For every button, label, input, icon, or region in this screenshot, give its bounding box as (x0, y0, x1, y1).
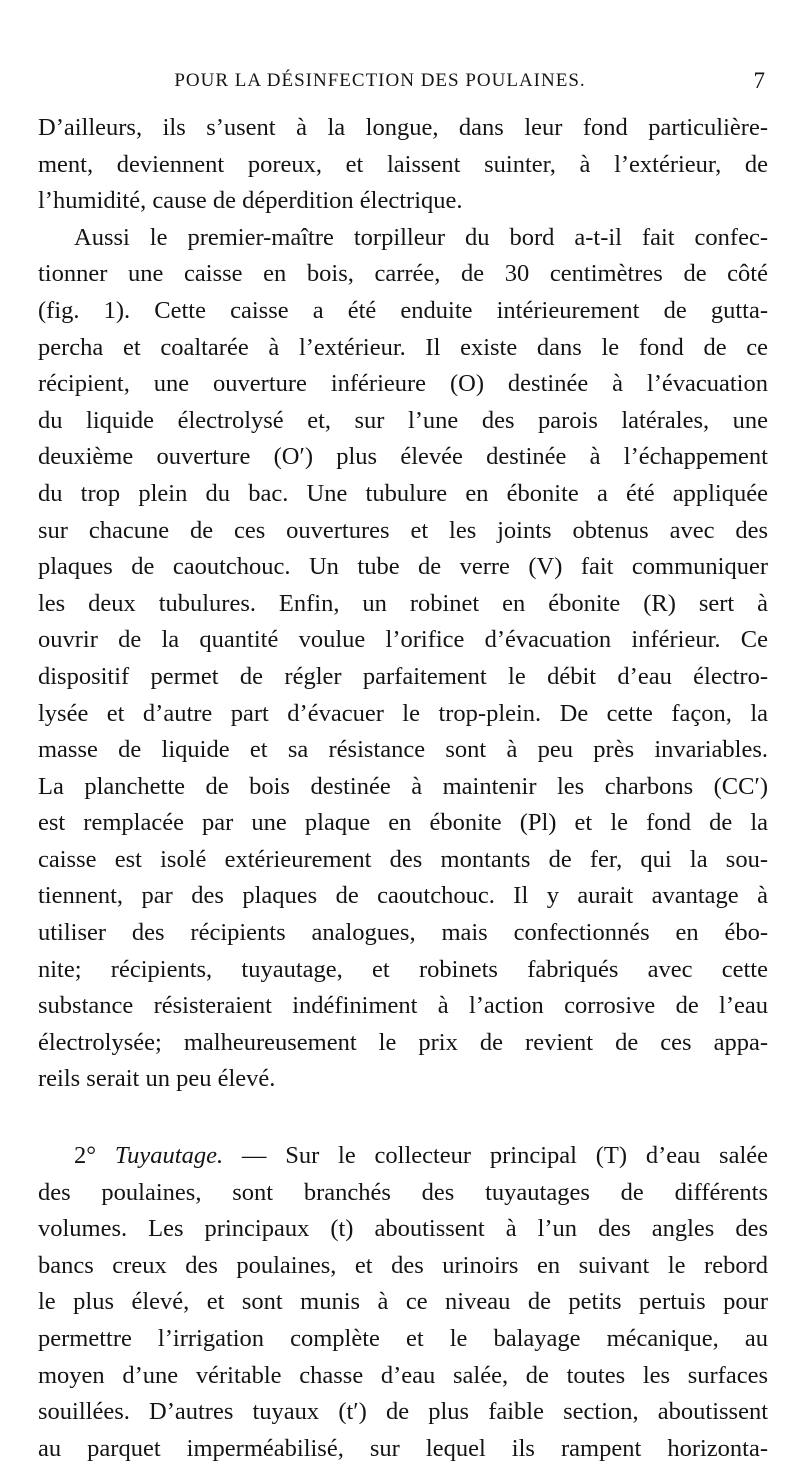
text-line: souillées. D’autres tuyaux (t′) de plus faible section, aboutissent (38, 1398, 768, 1426)
body-text (38, 110, 768, 1467)
section-first-line-text: — Sur le collecteur principal (T) d’eau salée (241, 1142, 768, 1170)
text-line: tiennent, par des plaques de caoutchouc. Il y aurait avantage à (38, 882, 768, 910)
text-line: (fig. 1). Cette caisse a été enduite intérieurement de gutta- (38, 296, 768, 324)
page-header (40, 70, 765, 100)
text-line: sur chacune de ces ouvertures et les joints obtenus avec des (38, 516, 768, 544)
text-line: du trop plein du bac. Une tubulure en ébonite a été appliquée (38, 479, 768, 507)
section-title: Tuyautage. (114, 1142, 224, 1170)
text-line: récipient, une ouverture inférieure (O) destinée à l’évacuation (38, 370, 768, 398)
page-number: 7 (753, 68, 765, 93)
text-line: permettre l’irrigation complète et le balayage mécanique, au (38, 1325, 768, 1352)
text-line: Aussi le premier-maître torpilleur du bord a-t-il fait confec- (74, 223, 768, 251)
text-line: ment, deviennent poreux, et laissent suinter, à l’extérieur, de (38, 150, 768, 178)
text-line: reils serait un peu élevé. (38, 1065, 276, 1093)
text-line: au parquet imperméabilisé, sur lequel ils rampent horizonta- (38, 1434, 768, 1462)
text-line: bancs creux des poulaines, et des urinoirs en suivant le rebord (38, 1251, 768, 1279)
text-line: deuxième ouverture (O′) plus élevée destinée à l’échappement (38, 443, 768, 471)
text-line: du liquide électrolysé et, sur l’une des parois latérales, une (38, 406, 768, 434)
paragraph-1 (38, 110, 768, 220)
text-line: plaques de caoutchouc. Un tube de verre (V) fait communiquer (38, 553, 768, 581)
text-line: dispositif permet de régler parfaitement le débit d’eau électro- (38, 662, 768, 690)
text-line: percha et coaltarée à l’extérieur. Il existe dans le fond de ce (38, 333, 768, 361)
text-line: utiliser des récipients analogues, mais confectionnés en ébo- (38, 919, 768, 947)
section-number: 2° (74, 1142, 97, 1170)
text-line: nite; récipients, tuyautage, et robinets fabriqués avec cette (38, 955, 768, 983)
text-line: moyen d’une véritable chasse d’eau salée, de toutes les surfaces (38, 1361, 768, 1389)
section-spacer (38, 1098, 768, 1138)
text-line: volumes. Les principaux (t) aboutissent à l’un des angles des (38, 1215, 768, 1243)
section-2 (38, 1138, 768, 1467)
text-line: l’humidité, cause de déperdition électrique. (38, 187, 463, 215)
text-line: est remplacée par une plaque en ébonite (Pl) et le fond de la (38, 809, 768, 837)
paragraph-2 (38, 220, 768, 1098)
text-line: lysée et d’autre part d’évacuer le trop-plein. De cette façon, la (38, 699, 768, 727)
running-title: POUR LA DÉSINFECTION DES POULAINES. (174, 70, 586, 91)
text-line: D’ailleurs, ils s’usent à la longue, dans leur fond particulière- (38, 114, 768, 141)
text-line: La planchette de bois destinée à maintenir les charbons (CC′) (38, 772, 768, 800)
text-line: le plus élevé, et sont munis à ce niveau de petits pertuis pour (38, 1288, 768, 1316)
text-line: caisse est isolé extérieurement des montants de fer, qui la sou- (38, 845, 768, 873)
text-line: des poulaines, sont branchés des tuyautages de différents (38, 1178, 768, 1206)
text-line: tionner une caisse en bois, carrée, de 30 centimètres de côté (38, 260, 768, 288)
text-line: masse de liquide et sa résistance sont à peu près invariables. (38, 736, 768, 764)
text-line: ouvrir de la quantité voulue l’orifice d’évacuation inférieur. Ce (38, 626, 768, 654)
text-line: les deux tubulures. Enfin, un robinet en ébonite (R) sert à (38, 589, 768, 617)
text-line: électrolysée; malheureusement le prix de revient de ces appa- (38, 1028, 768, 1056)
text-line: substance résisteraient indéfiniment à l’action corrosive de l’eau (38, 992, 768, 1020)
section-heading-line (38, 1138, 768, 1175)
